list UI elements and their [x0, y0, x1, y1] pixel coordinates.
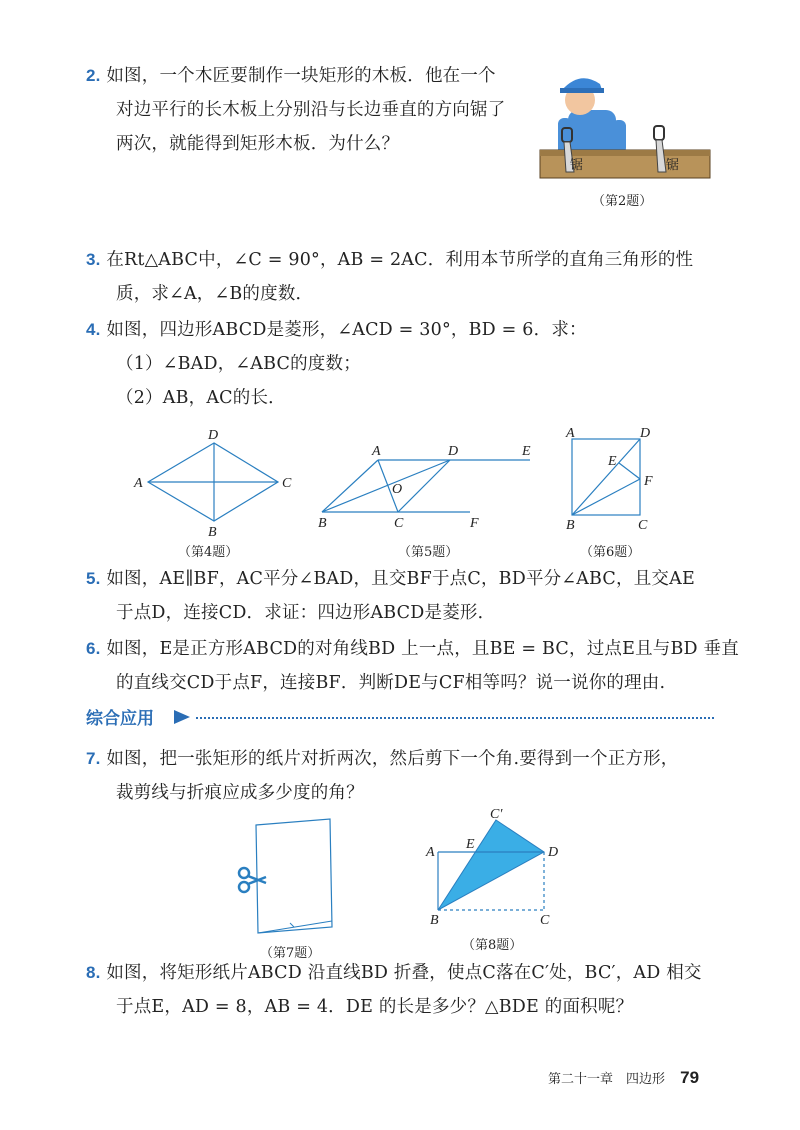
section-header	[86, 704, 714, 730]
fig8-label-c: C	[540, 913, 550, 928]
problem-number: 6.	[86, 639, 101, 658]
problem-3-line-1: 3. 在Rt△ABC中，∠C = 90°，AB = 2AC．利用本节所学的直角三角形的性	[86, 250, 694, 270]
problem-3	[86, 243, 693, 311]
fig5-label-f: F	[470, 516, 479, 531]
fig5-label-c: C	[394, 516, 404, 531]
problem-number: 4.	[86, 320, 101, 339]
figure-7-paper	[232, 815, 342, 940]
fig6-label-b: B	[566, 518, 575, 533]
fig6-label-a: A	[566, 426, 575, 441]
fig6-label-d: D	[640, 426, 651, 441]
problem-2-line-1: 2. 如图，一个木匠要制作一块矩形的木板．他在一个	[86, 66, 496, 86]
problem-8	[86, 956, 702, 1024]
fig5-label-d: D	[448, 444, 459, 459]
fig8-label-c-prime: C′	[490, 808, 503, 822]
problem-2	[86, 59, 505, 161]
fig4-label-b: B	[208, 525, 217, 540]
page-number: 79	[680, 1068, 700, 1087]
fig5-label-o: O	[392, 482, 403, 497]
fig5-label-b: B	[318, 516, 327, 531]
problem-4	[86, 313, 587, 415]
caption-fig8: （第8题）	[462, 938, 523, 953]
problem-6-line-1: 6. 如图，E是正方形ABCD的对角线BD 上一点，且BE = BC，过点E且与BD 垂直	[86, 639, 739, 659]
problem-4-line-2: （1）∠BAD，∠ABC的度数；	[116, 354, 361, 374]
fig4-label-d: D	[208, 428, 219, 443]
caption-fig2: （第2题）	[592, 194, 653, 209]
fig8-label-b: B	[430, 913, 439, 928]
problem-number: 8.	[86, 963, 101, 982]
fig4-label-c: C	[282, 476, 292, 491]
problem-4-line-1: 4. 如图，四边形ABCD是菱形，∠ACD = 30°，BD = 6．求：	[86, 320, 587, 340]
problem-5-line-1: 5. 如图，AE∥BF，AC平分∠BAD，且交BF于点C，BD平分∠ABC，且交AE	[86, 569, 695, 589]
section-title: 综合应用	[86, 709, 154, 729]
problem-6-line-2: 的直线交CD于点F，连接BF．判断DE与CF相等吗？说一说你的理由.	[116, 673, 666, 693]
figure-5-parallel	[322, 460, 530, 512]
fig8-label-e: E	[466, 837, 475, 852]
figure-4-rhombus	[148, 443, 278, 521]
problem-7-line-1: 7. 如图，把一张矩形的纸片对折两次，然后剪下一个角.要得到一个正方形，	[86, 749, 679, 769]
problem-2-line-3: 两次，就能得到矩形木板．为什么？	[116, 134, 400, 154]
saw-label-left: 锯	[570, 157, 584, 172]
caption-fig4: （第4题）	[178, 545, 239, 560]
fig5-label-e: E	[522, 444, 531, 459]
saw-label-right: 锯	[666, 157, 680, 172]
scissors-icon	[239, 868, 266, 892]
fig8-folded-triangle	[438, 820, 544, 910]
chapter-title: 第二十一章 四边形	[548, 1072, 666, 1087]
caption-fig5: （第5题）	[398, 545, 459, 560]
carpenter-shirt	[568, 110, 616, 155]
figure-8-fold	[422, 808, 572, 933]
caption-fig6: （第6题）	[580, 545, 641, 560]
fig6-label-e: E	[608, 454, 617, 469]
problem-number: 2.	[86, 66, 101, 85]
page-footer	[548, 1068, 699, 1088]
caption-fig7: （第7题）	[260, 946, 321, 961]
problem-number: 7.	[86, 749, 101, 768]
fig8-label-d: D	[548, 845, 559, 860]
figures-row-456	[130, 425, 670, 540]
problem-7-line-2: 裁剪线与折痕应成多少度的角？	[116, 783, 364, 803]
problem-5-line-2: 于点D，连接CD．求证：四边形ABCD是菱形．	[116, 603, 496, 623]
fig5-label-a: A	[372, 444, 381, 459]
problem-3-line-2: 质，求∠A，∠B的度数．	[116, 284, 314, 304]
problem-7	[86, 742, 679, 810]
fig6-label-f: F	[644, 474, 653, 489]
carpenter-illustration	[536, 70, 714, 185]
figure-6-square	[572, 439, 640, 515]
fig4-label-a: A	[134, 476, 143, 491]
problem-8-line-2: 于点E，AD = 8，AB = 4．DE 的长是多少？△BDE 的面积呢？	[116, 997, 634, 1017]
fig8-label-a: A	[426, 845, 435, 860]
problem-number: 5.	[86, 569, 101, 588]
problem-2-line-2: 对边平行的长木板上分别沿与长边垂直的方向锯了	[116, 100, 506, 120]
fig6-label-c: C	[638, 518, 648, 533]
problem-4-line-3: （2）AB，AC的长．	[116, 388, 286, 408]
problem-6	[86, 632, 739, 700]
problem-5	[86, 562, 695, 630]
section-arrow-icon	[172, 709, 192, 725]
section-dotted-rule	[196, 717, 714, 719]
problem-number: 3.	[86, 250, 101, 269]
problem-8-line-1: 8. 如图，将矩形纸片ABCD 沿直线BD 折叠，使点C落在C′处，BC′，AD 相交	[86, 963, 702, 983]
